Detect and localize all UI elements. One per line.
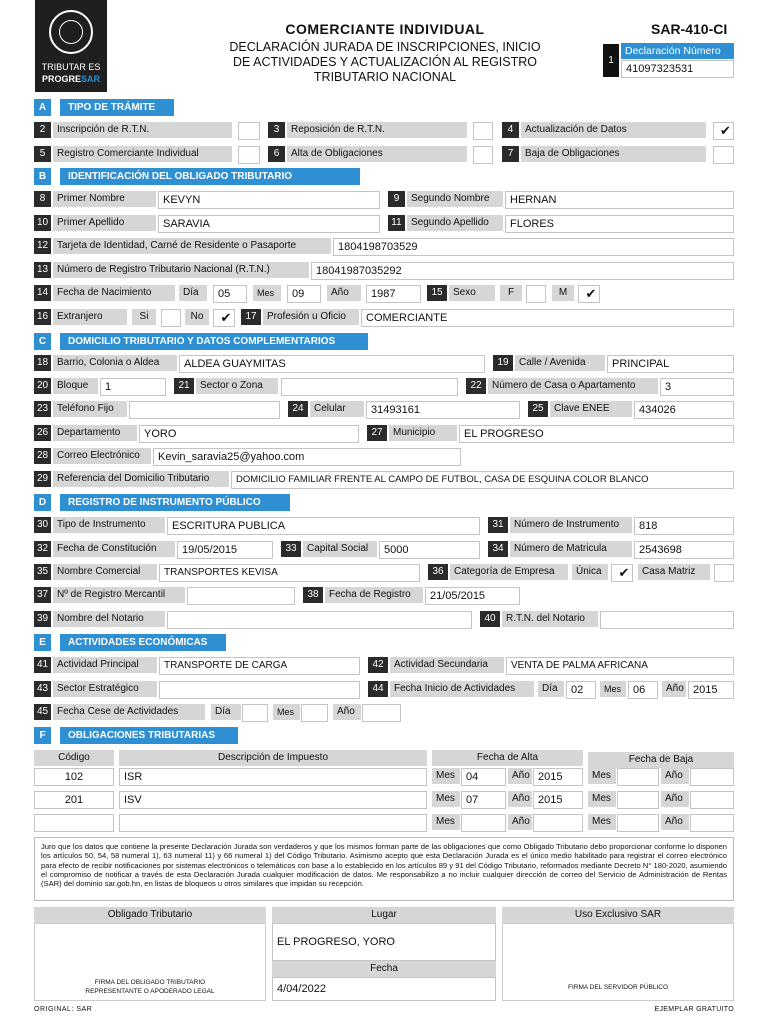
baja-month-label: Mes bbox=[588, 814, 616, 830]
field-2-label: Inscripción de R.T.N. bbox=[53, 122, 232, 138]
field-27-num: 27 bbox=[367, 425, 387, 441]
category-unique-checkbox[interactable]: ✔ bbox=[611, 564, 633, 582]
baja-month-field[interactable] bbox=[617, 814, 659, 832]
field-37-label: Nº de Registro Mercantil bbox=[53, 587, 185, 603]
category-matriz-label: Casa Matriz bbox=[638, 564, 710, 580]
field-38-num: 38 bbox=[303, 587, 323, 603]
field-42-label: Actividad Secundaria bbox=[390, 657, 504, 673]
alta-year-field[interactable]: 2015 bbox=[533, 791, 583, 809]
instrument-type-field[interactable]: ESCRITURA PUBLICA bbox=[167, 517, 480, 535]
place-header: Lugar bbox=[272, 907, 496, 923]
field-26-label: Departamento bbox=[53, 425, 137, 441]
field-25-num: 25 bbox=[528, 401, 548, 417]
form-subtitle-2: DE ACTIVIDADES Y ACTUALIZACIÓN AL REGISTRO bbox=[232, 55, 538, 69]
field-42-num: 42 bbox=[368, 657, 388, 673]
field-28-num: 28 bbox=[34, 448, 51, 464]
field-34-num: 34 bbox=[488, 541, 508, 557]
field-40-label: R.T.N. del Notario bbox=[502, 611, 598, 627]
trade-name-field[interactable]: TRANSPORTES KEVISA bbox=[159, 564, 420, 582]
sex-f-checkbox[interactable] bbox=[526, 285, 546, 303]
section-d-title: REGISTRO DE INSTRUMENTO PÚBLICO bbox=[60, 494, 290, 511]
sar-logo bbox=[35, 0, 107, 92]
first-name-field[interactable]: KEVYN bbox=[158, 191, 380, 209]
field-18-label: Barrio, Colonia o Aldea bbox=[53, 355, 177, 371]
field-12-label: Tarjeta de Identidad, Carné de Residente o Pasaporte bbox=[53, 238, 331, 254]
field-35-num: 35 bbox=[34, 564, 51, 580]
field-21-label: Sector o Zona bbox=[196, 378, 278, 394]
foreign-no-label: No bbox=[185, 309, 209, 325]
baja-month-field[interactable] bbox=[617, 791, 659, 809]
baja-year-field[interactable] bbox=[690, 814, 734, 832]
field-43-label: Sector Estratégico bbox=[53, 681, 157, 697]
baja-year-label: Año bbox=[661, 814, 689, 830]
field-16-num: 16 bbox=[34, 309, 51, 325]
section-a-letter: A bbox=[34, 99, 51, 116]
field-2-num: 2 bbox=[34, 122, 51, 138]
field-28-label: Correo Electrónico bbox=[53, 448, 151, 464]
alta-month-field[interactable]: 04 bbox=[461, 768, 506, 786]
field-5-label: Registro Comerciante Individual bbox=[53, 146, 232, 162]
field-9-label: Segundo Nombre bbox=[407, 191, 503, 207]
section-c-title: DOMICILIO TRIBUTARIO Y DATOS COMPLEMENTARIOS bbox=[60, 333, 368, 350]
instrument-number-field[interactable]: 818 bbox=[634, 517, 734, 535]
field-34-label: Número de Matricula bbox=[510, 541, 632, 557]
col-header-description: Descripción de Impuesto bbox=[119, 750, 427, 766]
field-10-label: Primer Apellido bbox=[53, 215, 156, 231]
field-17-num: 17 bbox=[241, 309, 261, 325]
field-5-checkbox[interactable] bbox=[238, 146, 260, 164]
landline-field[interactable] bbox=[129, 401, 280, 419]
section-b-letter: B bbox=[34, 168, 51, 185]
field-17-label: Profesión u Oficio bbox=[263, 309, 359, 325]
field-4-label: Actualización de Datos bbox=[521, 122, 706, 138]
field-10-num: 10 bbox=[34, 215, 51, 231]
alta-month-field[interactable] bbox=[461, 814, 506, 832]
section-b-title: IDENTIFICACIÓN DEL OBLIGADO TRIBUTARIO bbox=[60, 168, 360, 185]
signer-caption-2: REPRESENTANTE O APODERADO LEGAL bbox=[85, 988, 215, 995]
field-37-num: 37 bbox=[34, 587, 51, 603]
decl-num-value[interactable]: 41097323531 bbox=[621, 60, 734, 78]
field-20-num: 20 bbox=[34, 378, 51, 394]
sar-caption: FIRMA DEL SERVIDOR PÚBLICO bbox=[567, 984, 669, 991]
date-field[interactable]: 4/04/2022 bbox=[272, 977, 496, 1001]
mercantile-register-field[interactable] bbox=[187, 587, 295, 605]
col-header-code: Código bbox=[34, 750, 114, 766]
second-surname-field[interactable]: FLORES bbox=[505, 215, 734, 233]
birth-year-field[interactable]: 1987 bbox=[366, 285, 421, 303]
category-matriz-checkbox[interactable] bbox=[714, 564, 734, 582]
section-c-letter: C bbox=[34, 333, 51, 350]
baja-month-label: Mes bbox=[588, 791, 616, 807]
field-33-label: Capital Social bbox=[303, 541, 377, 557]
field-31-label: Número de Instrumento bbox=[510, 517, 632, 533]
field-19-num: 19 bbox=[493, 355, 513, 371]
id-card-field[interactable]: 1804198703529 bbox=[333, 238, 734, 256]
form-title: COMERCIANTE INDIVIDUAL bbox=[285, 21, 485, 37]
baja-year-field[interactable] bbox=[690, 768, 734, 786]
end-year-field[interactable] bbox=[362, 704, 401, 722]
birth-day-field[interactable]: 05 bbox=[213, 285, 247, 303]
field-29-label: Referencia del Domicilio Tributario bbox=[53, 471, 229, 487]
foreign-no-checkbox[interactable]: ✔ bbox=[213, 309, 235, 327]
field-31-num: 31 bbox=[488, 517, 508, 533]
enee-field[interactable]: 434026 bbox=[634, 401, 734, 419]
field-2-checkbox[interactable] bbox=[238, 122, 260, 140]
col-header-baja: Fecha de Baja bbox=[588, 752, 734, 768]
field-41-num: 41 bbox=[34, 657, 51, 673]
col-header-alta: Fecha de Alta bbox=[432, 750, 583, 766]
field-23-num: 23 bbox=[34, 401, 51, 417]
field-13-label: Número de Registro Tributario Nacional (R.T.N.) bbox=[53, 262, 309, 278]
second-name-field[interactable]: HERNAN bbox=[505, 191, 734, 209]
field-26-num: 26 bbox=[34, 425, 51, 441]
field-3-label: Reposición de R.T.N. bbox=[287, 122, 467, 138]
field-7-checkbox[interactable] bbox=[713, 146, 734, 164]
section-e-title: ACTIVIDADES ECONÓMICAS bbox=[60, 634, 226, 651]
end-day-field[interactable] bbox=[242, 704, 268, 722]
field-35-label: Nombre Comercial bbox=[53, 564, 157, 580]
field-18-num: 18 bbox=[34, 355, 51, 371]
field-45-label: Fecha Cese de Actividades bbox=[53, 704, 205, 720]
field-36-num: 36 bbox=[428, 564, 448, 580]
register-date-field[interactable]: 21/05/2015 bbox=[425, 587, 520, 605]
logo-text-top: TRIBUTAR ES bbox=[41, 62, 101, 72]
start-day-field[interactable]: 02 bbox=[566, 681, 596, 699]
field-15-num: 15 bbox=[427, 285, 447, 301]
table-row-code[interactable]: 201 bbox=[34, 791, 114, 809]
field-6-checkbox[interactable] bbox=[473, 146, 493, 164]
field-39-num: 39 bbox=[34, 611, 51, 627]
table-row-description[interactable]: ISR bbox=[119, 768, 427, 786]
field-21-num: 21 bbox=[174, 378, 194, 394]
field-9-num: 9 bbox=[388, 191, 405, 207]
table-row-description[interactable]: ISV bbox=[119, 791, 427, 809]
alta-month-label: Mes bbox=[432, 791, 460, 807]
form-code: SAR-410-CI bbox=[651, 21, 728, 37]
field-41-label: Actividad Principal bbox=[53, 657, 157, 673]
date-header: Fecha bbox=[272, 961, 496, 977]
table-row-code[interactable] bbox=[34, 814, 114, 832]
baja-year-label: Año bbox=[661, 768, 689, 784]
start-year-field[interactable]: 2015 bbox=[688, 681, 734, 699]
notary-rtn-field[interactable] bbox=[600, 611, 734, 629]
field-44-label: Fecha Inicio de Actividades bbox=[390, 681, 534, 697]
field-25-label: Clave ENEE bbox=[550, 401, 632, 417]
field-12-num: 12 bbox=[34, 238, 51, 254]
sar-use-header: Uso Exclusivo SAR bbox=[502, 907, 734, 923]
end-year-label: Año bbox=[333, 704, 361, 720]
mobile-field[interactable]: 31493161 bbox=[366, 401, 520, 419]
signer-header: Obligado Tributario bbox=[34, 907, 266, 923]
field-20-label: Bloque bbox=[53, 378, 98, 394]
field-15-label: Sexo bbox=[449, 285, 495, 301]
field-11-label: Segundo Apellido bbox=[407, 215, 503, 231]
alta-year-label: Año bbox=[508, 814, 532, 830]
field-3-checkbox[interactable] bbox=[473, 122, 493, 140]
foreign-yes-label: Si bbox=[132, 309, 156, 325]
end-month-field[interactable] bbox=[301, 704, 328, 722]
footer-right: EJEMPLAR GRATUITO bbox=[654, 1006, 734, 1013]
constitution-date-field[interactable]: 19/05/2015 bbox=[177, 541, 273, 559]
field-14-label: Fecha de Nacimiento bbox=[53, 285, 175, 301]
field-6-num: 6 bbox=[268, 146, 285, 162]
logo-text-bottom: PROGRESAR bbox=[41, 74, 101, 84]
birth-day-label: Día bbox=[179, 285, 207, 301]
sector-field[interactable] bbox=[281, 378, 458, 396]
field-7-label: Baja de Obligaciones bbox=[521, 146, 706, 162]
signer-caption-1: FIRMA DEL OBLIGADO TRIBUTARIO bbox=[94, 979, 206, 986]
field-39-label: Nombre del Notario bbox=[53, 611, 165, 627]
field-24-label: Celular bbox=[310, 401, 364, 417]
field-16-label: Extranjero bbox=[53, 309, 127, 325]
field-44-num: 44 bbox=[368, 681, 388, 697]
category-unique-label: Única bbox=[572, 564, 608, 580]
field-38-label: Fecha de Registro bbox=[325, 587, 423, 603]
strategic-sector-field[interactable] bbox=[159, 681, 360, 699]
baja-year-field[interactable] bbox=[690, 791, 734, 809]
main-activity-field[interactable]: TRANSPORTE DE CARGA bbox=[159, 657, 360, 675]
field-32-num: 32 bbox=[34, 541, 51, 557]
field-22-label: Número de Casa o Apartamento bbox=[488, 378, 658, 394]
street-field[interactable]: PRINCIPAL bbox=[607, 355, 734, 373]
notary-name-field[interactable] bbox=[167, 611, 472, 629]
decl-num-label: Declaración Número bbox=[621, 43, 734, 59]
footer-left: ORIGINAL: SAR bbox=[34, 1006, 93, 1013]
baja-month-field[interactable] bbox=[617, 768, 659, 786]
field-4-checkbox[interactable]: ✔ bbox=[713, 122, 734, 140]
alta-year-field[interactable]: 2015 bbox=[533, 768, 583, 786]
capital-field[interactable]: 5000 bbox=[379, 541, 480, 559]
field-27-label: Municipio bbox=[389, 425, 457, 441]
field-8-num: 8 bbox=[34, 191, 51, 207]
field-3-num: 3 bbox=[268, 122, 285, 138]
end-day-label: Día bbox=[211, 704, 241, 720]
alta-year-field[interactable] bbox=[533, 814, 583, 832]
field-11-num: 11 bbox=[388, 215, 405, 231]
birth-month-label: Mes bbox=[253, 285, 281, 301]
alta-month-label: Mes bbox=[432, 768, 460, 784]
table-row-description[interactable] bbox=[119, 814, 427, 832]
start-day-label: Día bbox=[538, 681, 564, 697]
field-33-num: 33 bbox=[281, 541, 301, 557]
field-30-label: Tipo de Instrumento bbox=[53, 517, 165, 533]
oath-text: Juro que los datos que contiene la presente Declaración Jurada son verdaderos y que los mismos forman parte de las obligaciones que como Obligado Tributario debo proporcionar conforme lo disponen los artículos 50, 54, 58 numeral 1), 63 numeral 11) y 66 numeral 1) del Código Tributario. Asimismo acepto que esta Declaración Jurada es el único medio habilitado para registrar el correo electrónico para efecto de recibir notificaciones por sistemas electrónicos o telemáticos con base a lo establecido en los artículos 89 y 91 del Código Tributario, reformados mediante Decreto N° 180-2020, asumiendo el compromiso de notificar a través de esta Declaración Jurada cualquier modificación de datos. Me responsabilizo a no incluir cualquier dirección de correo del Servicio de Administración de Rentas (SAR) del dominio sar.gob.hn, en listas de bloqueos u otros similares que impidan su recepción. bbox=[41, 842, 727, 889]
birth-year-label: Año bbox=[327, 285, 361, 301]
section-f-letter: F bbox=[34, 727, 51, 744]
field-14-num: 14 bbox=[34, 285, 51, 301]
place-field[interactable]: EL PROGRESO, YORO bbox=[272, 923, 496, 961]
seal-inner-icon bbox=[59, 20, 83, 44]
sex-m-label: M bbox=[552, 285, 574, 301]
field-29-num: 29 bbox=[34, 471, 51, 487]
registration-number-field[interactable]: 2543698 bbox=[634, 541, 734, 559]
field-24-num: 24 bbox=[288, 401, 308, 417]
department-field[interactable]: YORO bbox=[139, 425, 359, 443]
alta-month-field[interactable]: 07 bbox=[461, 791, 506, 809]
section-f-title: OBLIGACIONES TRIBUTARIAS bbox=[60, 727, 238, 744]
foreign-yes-checkbox[interactable] bbox=[161, 309, 181, 327]
baja-month-label: Mes bbox=[588, 768, 616, 784]
section-a-title: TIPO DE TRÁMITE bbox=[60, 99, 174, 116]
neighborhood-field[interactable]: ALDEA GUAYMITAS bbox=[179, 355, 485, 373]
field-43-num: 43 bbox=[34, 681, 51, 697]
field-30-num: 30 bbox=[34, 517, 51, 533]
section-d-letter: D bbox=[34, 494, 51, 511]
alta-month-label: Mes bbox=[432, 814, 460, 830]
address-reference-field[interactable]: DOMICILIO FAMILIAR FRENTE AL CAMPO DE FUTBOL, CASA DE ESQUINA COLOR BLANCO bbox=[231, 471, 734, 489]
field-40-num: 40 bbox=[480, 611, 500, 627]
end-month-label: Mes bbox=[273, 704, 300, 720]
first-surname-field[interactable]: SARAVIA bbox=[158, 215, 380, 233]
field-8-label: Primer Nombre bbox=[53, 191, 156, 207]
house-number-field[interactable]: 3 bbox=[660, 378, 734, 396]
block-field[interactable]: 1 bbox=[100, 378, 166, 396]
municipality-field[interactable]: EL PROGRESO bbox=[459, 425, 734, 443]
field-13-num: 13 bbox=[34, 262, 51, 278]
field-5-num: 5 bbox=[34, 146, 51, 162]
baja-year-label: Año bbox=[661, 791, 689, 807]
sex-f-label: F bbox=[500, 285, 522, 301]
decl-num-index: 1 bbox=[603, 44, 619, 77]
field-32-label: Fecha de Constitución bbox=[53, 541, 175, 557]
field-23-label: Teléfono Fijo bbox=[53, 401, 127, 417]
table-row-code[interactable]: 102 bbox=[34, 768, 114, 786]
field-36-label: Categoría de Empresa bbox=[450, 564, 568, 580]
email-field[interactable]: Kevin_saravia25@yahoo.com bbox=[153, 448, 461, 466]
form-subtitle-1: DECLARACIÓN JURADA DE INSCRIPCIONES, INICIO bbox=[229, 40, 541, 54]
field-6-label: Alta de Obligaciones bbox=[287, 146, 467, 162]
secondary-activity-field[interactable]: VENTA DE PALMA AFRICANA bbox=[506, 657, 734, 675]
start-month-field[interactable]: 06 bbox=[628, 681, 658, 699]
field-22-num: 22 bbox=[466, 378, 486, 394]
field-4-num: 4 bbox=[502, 122, 519, 138]
profession-field[interactable]: COMERCIANTE bbox=[361, 309, 734, 327]
field-7-num: 7 bbox=[502, 146, 519, 162]
form-subtitle-3: TRIBUTARIO NACIONAL bbox=[313, 70, 457, 84]
start-year-label: Año bbox=[662, 681, 686, 697]
birth-month-field[interactable]: 09 bbox=[287, 285, 321, 303]
sar-signature-area[interactable] bbox=[502, 923, 734, 1001]
signer-signature-area[interactable] bbox=[34, 923, 266, 1001]
field-45-num: 45 bbox=[34, 704, 51, 720]
rtn-field[interactable]: 18041987035292 bbox=[311, 262, 734, 280]
field-19-label: Calle / Avenida bbox=[515, 355, 605, 371]
start-month-label: Mes bbox=[600, 681, 626, 697]
alta-year-label: Año bbox=[508, 791, 532, 807]
sex-m-checkbox[interactable]: ✔ bbox=[578, 285, 600, 303]
oath-text-box bbox=[34, 837, 734, 901]
section-e-letter: E bbox=[34, 634, 51, 651]
alta-year-label: Año bbox=[508, 768, 532, 784]
